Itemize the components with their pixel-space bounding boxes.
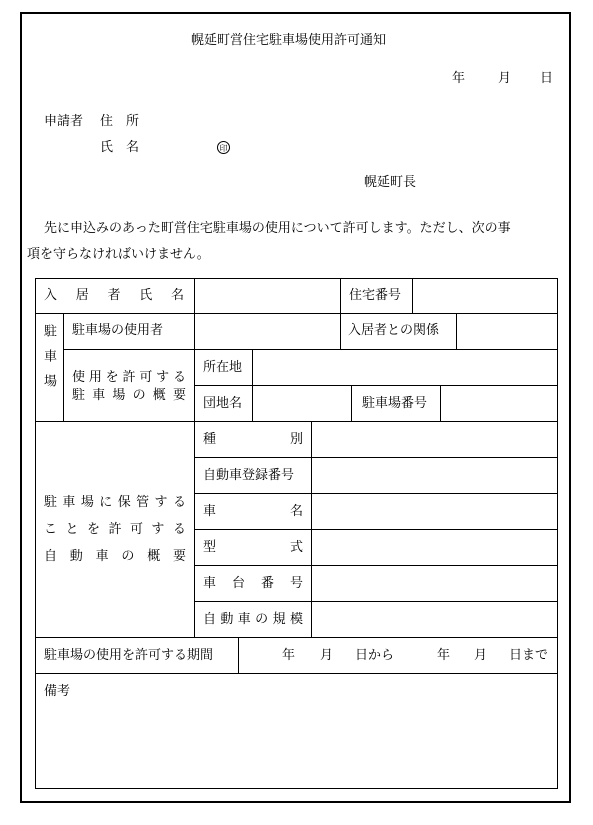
row-line [35, 421, 558, 422]
permit-summary-label-1: 使 用 を 許 可 す る [72, 370, 186, 385]
period-month-from: 月 [320, 648, 334, 663]
col-line [194, 349, 195, 421]
period-label: 駐車場の使用を許可する期間 [44, 648, 214, 663]
applicant-label: 申請者 [44, 114, 84, 129]
row-line [194, 601, 558, 602]
col-line [456, 313, 457, 349]
row-line [35, 313, 558, 314]
col-line [252, 349, 253, 421]
table-border-right [557, 278, 558, 789]
vehicle-summary-label-1: 駐 車 場 に 保 管 す る [44, 495, 186, 510]
resident-name-label: 入 居 者 氏 名 [44, 288, 184, 303]
type-label: 種 別 [203, 432, 303, 447]
remarks-label: 備考 [44, 684, 71, 699]
date-year: 年 [452, 71, 466, 86]
body-line-2: 項を守らなければいけません。 [27, 247, 210, 262]
parking-side-label: 駐車場 [41, 324, 56, 399]
row-line [194, 529, 558, 530]
issuer: 幌延町長 [364, 175, 417, 190]
address-label: 住 所 [100, 114, 140, 129]
col-line [340, 278, 341, 313]
col-line [194, 421, 195, 637]
row-line [63, 349, 558, 350]
date-month: 月 [498, 71, 512, 86]
seal-icon: 印 [217, 141, 230, 154]
parking-number-label: 駐車場番号 [362, 396, 428, 411]
house-number-label: 住宅番号 [349, 288, 402, 303]
chassis-number-label: 車 台 番 号 [203, 576, 303, 591]
col-line [238, 637, 239, 673]
col-line [412, 278, 413, 313]
table-border-left [35, 278, 36, 789]
permit-summary-label-2: 駐 車 場 の 概 要 [72, 388, 186, 403]
col-line [63, 313, 64, 421]
relationship-label: 入居者との関係 [348, 323, 440, 338]
col-line [351, 385, 352, 421]
row-line [194, 385, 558, 386]
date-day: 日 [540, 71, 554, 86]
name-label: 氏 名 [100, 140, 140, 155]
col-line [311, 421, 312, 637]
vehicle-summary-label-2: こ と を 許 可 す る [44, 522, 186, 537]
parking-user-label: 駐車場の使用者 [72, 323, 164, 338]
row-line [35, 637, 558, 638]
model-label: 型 式 [203, 540, 303, 555]
vehicle-summary-label-3: 自 動 車 の 概 要 [44, 549, 186, 564]
period-year-from: 年 [282, 648, 296, 663]
estate-name-label: 団地名 [203, 396, 243, 411]
location-label: 所在地 [203, 360, 243, 375]
table-border-bottom [35, 788, 558, 789]
row-line [194, 493, 558, 494]
row-line [194, 457, 558, 458]
period-month-until: 月 [474, 648, 488, 663]
period-until: 日まで [509, 648, 549, 663]
row-line [35, 673, 558, 674]
document-title: 幌延町営住宅駐車場使用許可通知 [191, 33, 387, 48]
col-line [340, 313, 341, 349]
period-year-until: 年 [437, 648, 451, 663]
col-line [194, 313, 195, 349]
registration-number-label: 自動車登録番号 [203, 468, 295, 483]
body-line-1: 先に申込みのあった町営住宅駐車場の使用について許可します。ただし、次の事 [44, 221, 511, 236]
vehicle-size-label: 自 動 車 の 規 模 [203, 612, 303, 627]
table-border-top [35, 278, 558, 279]
col-line [440, 385, 441, 421]
row-line [194, 565, 558, 566]
document-frame [20, 12, 571, 803]
col-line [194, 278, 195, 313]
vehicle-name-label: 車 名 [203, 504, 303, 519]
period-from: 日から [355, 648, 395, 663]
